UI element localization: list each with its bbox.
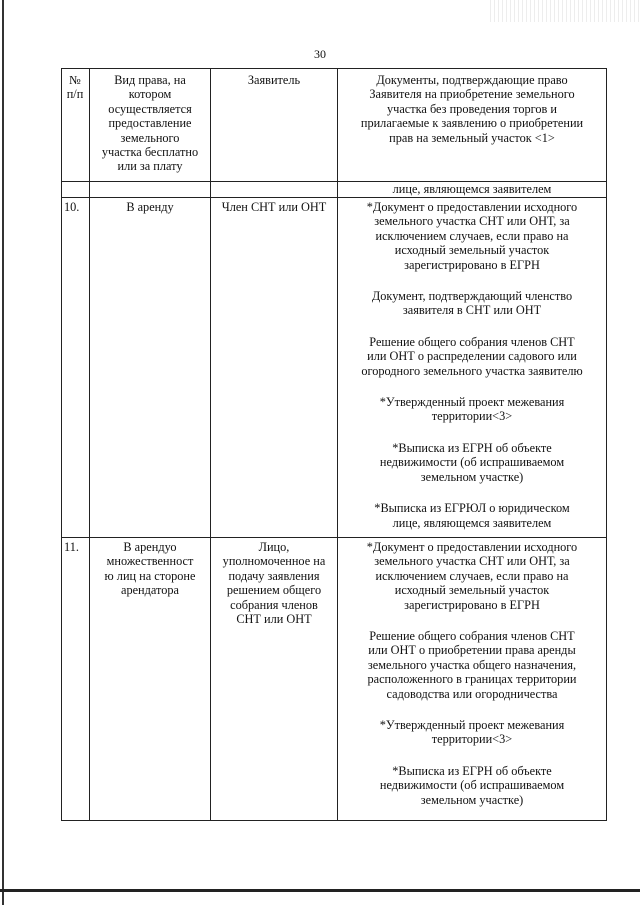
text-line: земельного участка общего назначения, — [367, 657, 577, 672]
document-item — [338, 335, 606, 378]
text-line: огородного земельного участка заявителю — [361, 363, 583, 378]
text-line: садоводства или огородничества — [386, 686, 558, 701]
text-line: территории<3> — [431, 409, 513, 424]
text-line: лице, являющемся заявителем — [392, 515, 552, 530]
row-10-right-type — [90, 200, 210, 214]
text-line: *Выписка из ЕГРН об объекте — [392, 440, 552, 455]
text-line: участка без проведения торгов и — [387, 101, 557, 116]
text-line: № — [69, 73, 81, 87]
text-line: участка бесплатно — [101, 145, 199, 160]
text-line: Решение общего собрания членов СНТ — [369, 334, 575, 349]
text-line: множественност — [106, 554, 194, 569]
text-line: Вид права, на — [114, 73, 186, 87]
text-line: заявителя в СНТ или ОНТ — [402, 303, 542, 318]
text-line: территории<3> — [431, 732, 513, 747]
text-line: Документы, подтверждающие право — [376, 73, 568, 87]
text-line: прилагаемые к заявлению о приобретении — [360, 116, 584, 131]
text-line: лице, являющемся заявителем — [392, 182, 552, 196]
document-item — [338, 501, 606, 530]
text-line: *Утвержденный проект межевания — [379, 395, 565, 410]
document-item — [338, 629, 606, 701]
text-line: зарегистрировано в ЕГРН — [404, 597, 540, 612]
row-10-applicant — [211, 200, 337, 214]
document-item — [338, 395, 606, 424]
text-line: *Утвержденный проект межевания — [379, 718, 565, 733]
document-item — [338, 289, 606, 318]
text-line: осуществляется — [108, 101, 192, 116]
text-line: исключением случаев, если право на — [375, 228, 569, 243]
table-border-bottom — [61, 820, 607, 821]
text-line: собрания членов — [230, 597, 318, 612]
table-border-top — [61, 68, 607, 69]
header-documents — [338, 73, 606, 145]
text-line: или за плату — [117, 159, 183, 174]
text-line: исходный земельный участок — [394, 583, 550, 598]
text-line: или ОНТ о приобретении права аренды — [368, 643, 576, 658]
text-line: *Выписка из ЕГРЮЛ о юридическом — [374, 501, 570, 516]
text-line: недвижимости (об испрашиваемом — [379, 455, 565, 470]
text-line: *Документ о предоставлении исходного — [366, 540, 578, 554]
text-line: земельного участка СНТ или ОНТ, за — [374, 554, 570, 569]
text-line: Документ, подтверждающий членство — [371, 289, 573, 304]
row-11-documents — [338, 540, 606, 807]
text-line: расположенного в границах территории — [367, 672, 577, 687]
row-11-number: 11. — [64, 540, 79, 554]
text-line: ю лиц на стороне — [104, 568, 196, 583]
text-line: зарегистрировано в ЕГРН — [404, 257, 540, 272]
text-line: решением общего — [226, 583, 322, 598]
text-line: Заявителя на приобретение земельного — [369, 87, 575, 102]
text-line: В аренду — [126, 200, 174, 214]
row-10-number: 10. — [64, 200, 80, 214]
text-line: котором — [128, 87, 172, 102]
text-line: исходный земельный участок — [394, 243, 550, 258]
text-line: прав на земельный участок <1> — [389, 130, 555, 145]
text-line: земельного участка СНТ или ОНТ, за — [374, 214, 570, 229]
row-11-applicant — [211, 540, 337, 626]
page-number: 30 — [314, 47, 326, 61]
text-line: недвижимости (об испрашиваемом — [379, 778, 565, 793]
scan-edge-left — [2, 0, 4, 905]
text-line: Лицо, — [258, 540, 290, 554]
scan-noise — [490, 0, 640, 22]
continuation-text — [338, 182, 606, 196]
row-divider — [61, 537, 607, 538]
text-line: уполномоченное на — [222, 554, 326, 569]
text-line: *Выписка из ЕГРН об объекте — [392, 763, 552, 778]
text-line: исключением случаев, если право на — [375, 568, 569, 583]
row-11-right-type — [90, 540, 210, 598]
text-line: Решение общего собрания членов СНТ — [369, 629, 575, 644]
document-item — [338, 540, 606, 612]
scan-edge-bottom — [0, 889, 640, 892]
row-10-documents — [338, 200, 606, 530]
text-line: или ОНТ о распределении садового или — [367, 349, 577, 364]
document-item — [338, 200, 606, 272]
text-line: земельном участке) — [420, 792, 524, 807]
text-line: земельном участке) — [420, 469, 524, 484]
text-line: СНТ или ОНТ — [236, 612, 312, 627]
header-number — [61, 73, 89, 102]
text-line: Заявитель — [247, 73, 301, 87]
header-applicant — [211, 73, 337, 87]
text-line: предоставление — [108, 116, 192, 131]
text-line: земельного — [120, 130, 180, 145]
document-item — [338, 441, 606, 484]
text-line: В арендуо — [123, 540, 177, 554]
text-line: *Документ о предоставлении исходного — [366, 200, 578, 214]
text-line: подачу заявления — [228, 568, 320, 583]
documents-table — [61, 68, 607, 821]
document-item — [338, 718, 606, 747]
text-line: п/п — [66, 87, 84, 102]
text-line: арендатора — [120, 583, 179, 598]
text-line: Член СНТ или ОНТ — [221, 200, 327, 214]
row-divider — [61, 197, 607, 198]
document-item — [338, 764, 606, 807]
header-right-type — [90, 73, 210, 174]
